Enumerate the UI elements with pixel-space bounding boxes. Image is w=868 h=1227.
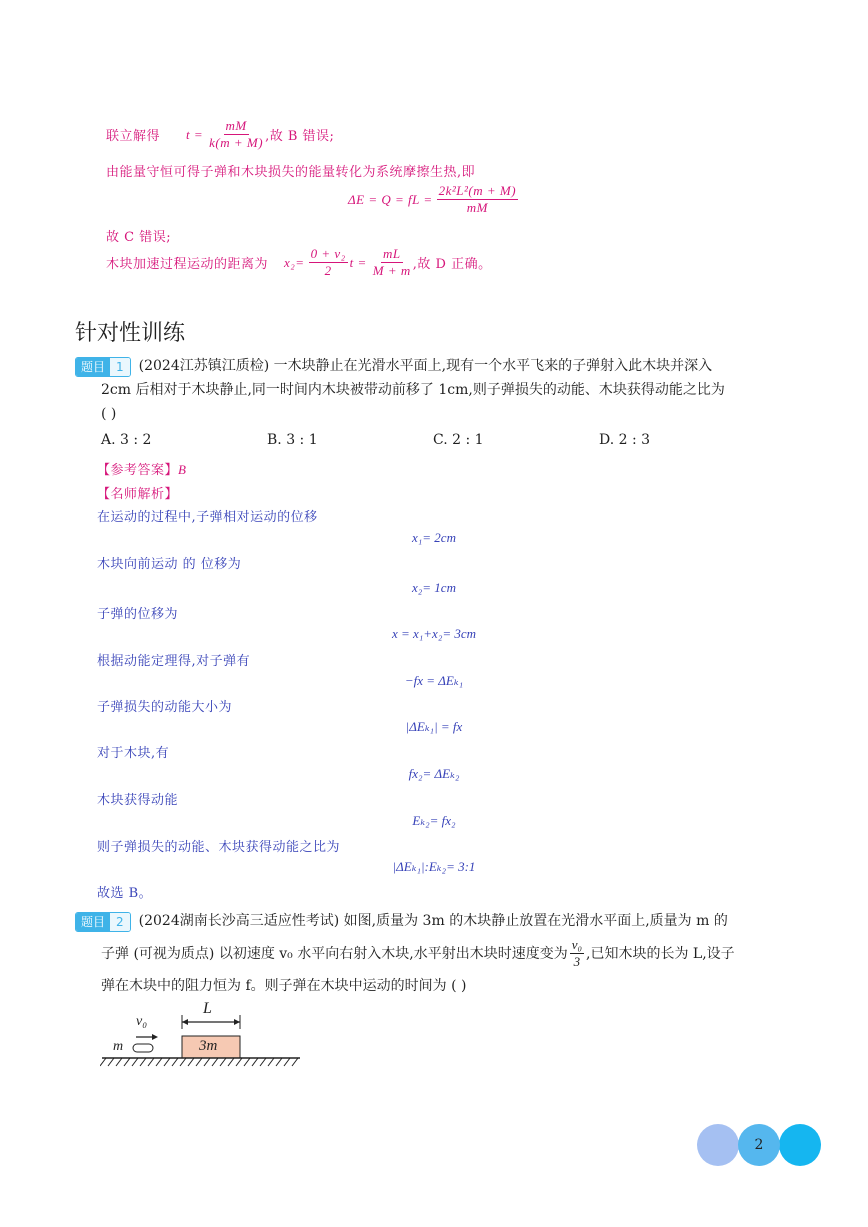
page-decoration-circle-right [779, 1124, 821, 1166]
x2-fraction-1 [309, 246, 348, 279]
figure-label-3m: 3m [199, 1038, 218, 1054]
question-2-line-2a: 子弹 (可视为质点) 以初速度 v₀ 水平向右射入木块,水平射出木块时速度变为 [101, 945, 568, 962]
badge-number: 2 [110, 913, 130, 931]
question-2-line-1: (2024湖南长沙高三适应性考试) 如图,质量为 3m 的木块静止放置在光滑水平面上,质量为 m 的 [138, 913, 728, 929]
eq-lhs: ΔE = Q = fL = [348, 191, 433, 207]
option-d[interactable]: D. 2 : 3 [599, 432, 651, 448]
step-equation: Eₖ₂= fx₂ [412, 813, 456, 828]
solution-tail-d: ,故 D 正确。 [412, 257, 492, 272]
frac-num: mL [382, 246, 401, 261]
frac-den: k(m + M) [209, 135, 264, 150]
figure-label-v0: v₀ [136, 1014, 148, 1029]
option-c[interactable]: C. 2 : 1 [433, 432, 484, 448]
frac-den: 2 [324, 263, 332, 278]
step-text: 在运动的过程中,子弹相对运动的位移 [97, 510, 318, 525]
frac-den: mM [466, 200, 488, 215]
section-title: 针对性训练 [75, 321, 186, 346]
question-2-line-2 [101, 937, 805, 970]
page-decoration-circle-left [697, 1124, 739, 1166]
step-equation: x₂= 1cm [412, 580, 456, 595]
frac-num: 0 + v₂ [310, 246, 346, 261]
step-text: 故选 B。 [97, 886, 153, 901]
badge-label: 题目 [76, 358, 110, 376]
solution-line-1 [106, 118, 334, 151]
page-number-circle [738, 1124, 780, 1166]
frac-num: mM [225, 118, 247, 133]
frac-den: M + m [372, 263, 411, 278]
x2-lhs: x₂= [284, 254, 305, 270]
question-2-badge [75, 912, 131, 932]
question-1-line-1: (2024江苏镇江质检) 一木块静止在光滑水平面上,现有一个水平飞来的子弹射入此木块并深入 [138, 358, 713, 374]
solution-line-3: 故 C 错误; [106, 230, 172, 245]
frac-den: 3 [573, 954, 581, 969]
eq-fraction [437, 183, 518, 216]
step-text: 则子弹损失的动能、木块获得动能之比为 [97, 840, 341, 855]
solution-tail-b: ,故 B 错误; [265, 129, 335, 144]
question-1-badge [75, 357, 131, 377]
velocity-fraction [570, 937, 584, 970]
solution-line-2: 由能量守恒可得子弹和木块损失的能量转化为系统摩擦生热,即 [106, 165, 476, 180]
answer-value: B [178, 462, 187, 477]
step-text: 子弹损失的动能大小为 [97, 700, 233, 715]
badge-label: 题目 [76, 913, 110, 931]
step-equation: fx₂= ΔEₖ₂ [408, 766, 460, 781]
figure-label-m: m [113, 1039, 124, 1054]
option-b[interactable]: B. 3 : 1 [267, 432, 318, 448]
frac-num: 2k²L²(m + M) [438, 183, 517, 198]
solution-t-lhs: t = [186, 126, 204, 142]
question-1-line-2: 2cm 后相对于木块静止,同一时间内木块被带动前移了 1cm,则子弹损失的动能、木块获得动能之比为 [101, 382, 725, 398]
bullet-shape [133, 1044, 153, 1052]
figure-label-L: L [203, 1000, 212, 1017]
step-equation: x₁= 2cm [412, 530, 456, 545]
step-text: 对于木块,有 [97, 746, 170, 761]
question-2-line-3: 弹在木块中的阻力恒为 f。则子弹在木块中运动的时间为 ( ) [101, 978, 467, 994]
step-text: 子弹的位移为 [97, 607, 179, 622]
step-equation: |ΔEₖ₁|:Eₖ₂= 3:1 [392, 859, 476, 874]
solution-fraction-t [207, 118, 265, 151]
bullet-block-figure [100, 1000, 310, 1075]
step-equation: |ΔEₖ₁| = fx [405, 719, 463, 734]
option-a[interactable]: A. 3 : 2 [101, 432, 152, 448]
solution-label-distance: 木块加速过程运动的距离为 [106, 257, 269, 272]
analysis-label: 【名师解析】 [97, 487, 179, 502]
step-equation: x = x₁+x₂= 3cm [391, 626, 477, 641]
step-equation: −fx = ΔEₖ₁ [404, 673, 464, 688]
step-text: 根据动能定理得,对子弹有 [97, 654, 251, 669]
badge-number: 1 [110, 358, 130, 376]
solution-line-4 [106, 246, 492, 279]
question-2 [75, 909, 805, 998]
step-text: 木块获得动能 [97, 793, 179, 808]
step-text: 木块向前运动 的 位移为 [97, 557, 242, 572]
solution-label-solve: 联立解得 [106, 129, 161, 144]
question-1-line-3: ( ) [101, 406, 117, 422]
question-1 [75, 354, 795, 426]
answer-line [97, 459, 186, 478]
frac-num: v₀ [571, 937, 582, 952]
x2-fraction-2 [371, 246, 413, 279]
solution-energy-equation [348, 183, 518, 216]
page-number: 2 [754, 1137, 764, 1153]
question-2-line-2b: ,已知木块的长为 L,设子 [586, 945, 735, 962]
x2-mid: t = [349, 254, 367, 270]
answer-label: 【参考答案】 [97, 463, 179, 478]
